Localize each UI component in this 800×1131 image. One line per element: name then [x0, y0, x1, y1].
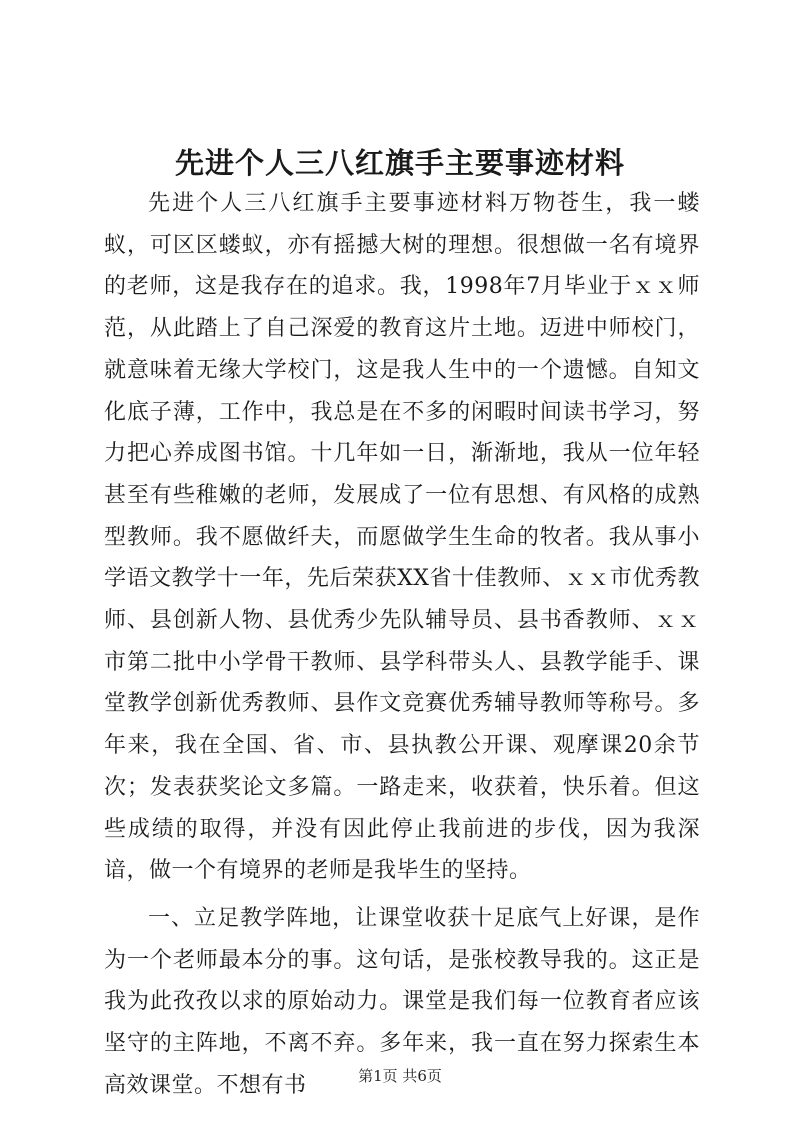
page-footer: 第1页 共6页: [358, 1067, 442, 1085]
document-title: 先进个人三八红旗手主要事迹材料: [174, 146, 625, 180]
paragraph-intro: 先进个人三八红旗手主要事迹材料万物苍生，我一蝼蚁，可区区蝼蚁，亦有摇撼大树的理想。很想做一名有境界的老师，这是我存在的追求。我，1998年7月毕业于ｘｘ师范，从此踏上了自己深爱的教育这片土地。迈进中师校门，就意味着无缘大学校门，这是我人生中的一个遗憾。自知文化底子薄，工作中，我总是在不多的闲暇时间读书学习，努力把心养成图书馆。十几年如一日，渐渐地，我从一位年轻甚至有些稚嫩的老师，发展成了一位有思想、有风格的成熟型教师。我不愿做纤夫，而愿做学生生命的牧者。我从事小学语文教学十一年，先后荣获XX省十佳教师、ｘｘ市优秀教师、县创新人物、县优秀少先队辅导员、县书香教师、ｘｘ市第二批中小学骨干教师、县学科带头人、县教学能手、课堂教学创新优秀教师、县作文竞赛优秀辅导教师等称号。多年来，我在全国、省、市、县执教公开课、观摩课20余节次；发表获奖论文多篇。一路走来，收获着，快乐着。但这些成绩的取得，并没有因此停止我前进的步伐，因为我深谙，做一个有境界的老师是我毕生的坚持。: [104, 191, 700, 884]
paragraph-section-one: 一、立足教学阵地，让课堂收获十足底气上好课，是作为一个老师最本分的事。这句话，是张校教导我的。这正是我为此孜孜以求的原始动力。课堂是我们每一位教育者应该坚守的主阵地，不离不弃。多年来，我一直在努力探索生本高效课堂。不想有书: [104, 905, 700, 1098]
document-body: [104, 183, 700, 1106]
